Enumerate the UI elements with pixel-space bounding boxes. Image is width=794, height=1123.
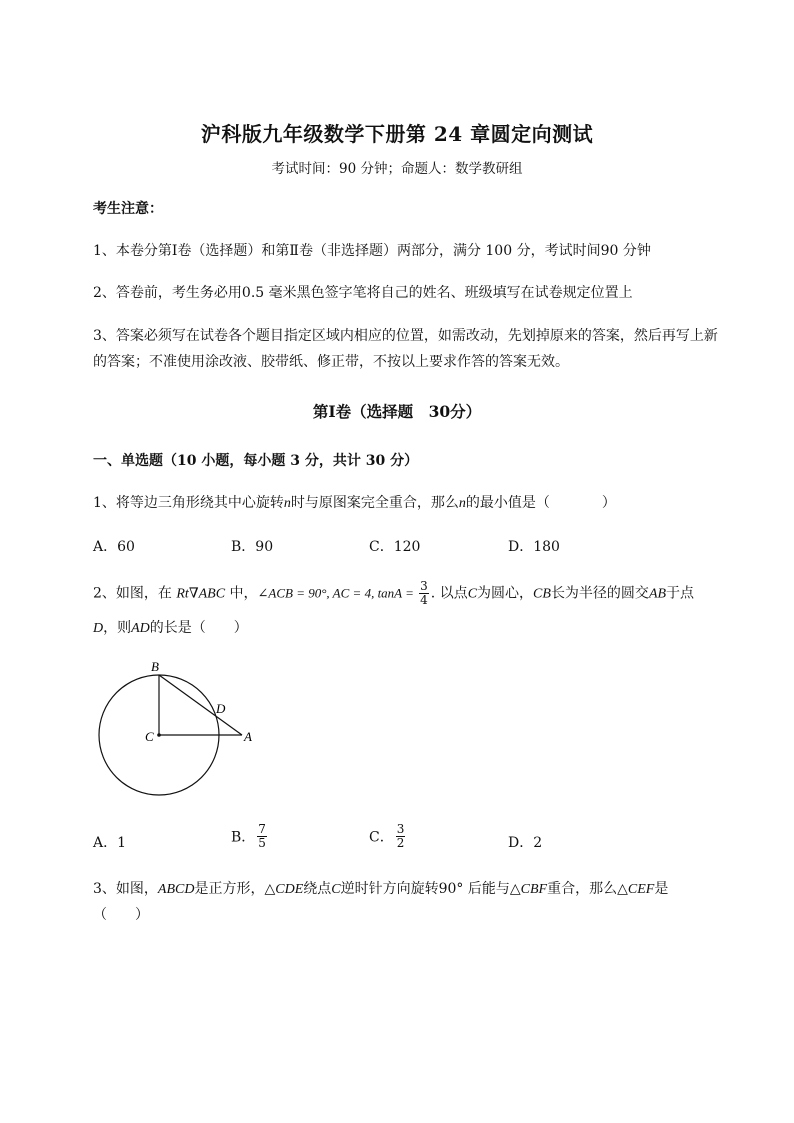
figure-center-dot xyxy=(157,733,161,737)
part-heading: 一、单选题（10 小题，每小题 3 分，共计 30 分） xyxy=(93,453,419,469)
q2-rt: Rt xyxy=(176,586,189,602)
q3-text-d: 逆时针方向旋转90° 后能与△ xyxy=(340,881,521,897)
q2-point-d: D xyxy=(93,621,104,636)
q2-option-c-prefix: C． xyxy=(369,829,394,846)
q2-ad: AD xyxy=(131,621,150,636)
q1-var-n: n xyxy=(283,496,291,511)
q2-cb: CB xyxy=(533,586,551,602)
q3-text-c: 绕点 xyxy=(303,881,332,897)
q2-option-b xyxy=(231,823,269,850)
q2-triangle-symbol: ∇ xyxy=(188,585,199,602)
notice-item-3-cont: 的答案；不准使用涂改液、胶带纸、修正带，不按以上要求作答的答案无效。 xyxy=(93,354,569,370)
q3-text-f: 是 xyxy=(654,881,669,897)
q2-condition: ∠ACB = 90°, AC = 4, tanA = xyxy=(257,585,418,601)
q2-option-a: A．1 xyxy=(93,835,127,851)
figure-label-b: B xyxy=(151,659,159,674)
q2-option-b-fraction xyxy=(257,823,267,850)
q2-text-g: ，则 xyxy=(103,620,132,636)
section-title: 第Ⅰ卷（选择题 30分） xyxy=(312,402,482,421)
q2-ab: AB xyxy=(648,586,667,602)
q1-text-d: ） xyxy=(601,495,616,511)
question-1 xyxy=(93,492,616,515)
q3-point-c: C xyxy=(331,882,341,897)
q2-text-b: 中， xyxy=(225,585,258,602)
q3-text-e: 重合，那么△ xyxy=(547,881,628,897)
q2-text-a: 2、如图，在 xyxy=(93,585,177,602)
page-title: 沪科版九年级数学下册第 24 章圆定向测试 xyxy=(200,122,594,146)
q1-var-n-2: n xyxy=(458,496,466,511)
q3-text-b: 是正方形，△ xyxy=(194,881,276,897)
figure-label-d: D xyxy=(216,701,226,716)
q1-text-b: 时与原图案完全重合，那么 xyxy=(290,495,459,511)
q1-option-a: A．60 xyxy=(93,539,135,555)
question-2-line-1 xyxy=(93,580,694,607)
q2-text-c: . 以点 xyxy=(430,585,468,602)
figure-label-c: C xyxy=(145,729,154,744)
notice-heading: 考生注意： xyxy=(93,201,163,217)
q2-option-c xyxy=(369,823,407,850)
q1-option-b: B．90 xyxy=(231,539,274,555)
q2-text-d: 为圆心， xyxy=(477,585,534,602)
q1-option-d: D．180 xyxy=(508,539,560,555)
figure-label-a: A xyxy=(244,729,252,744)
q3-cde: CDE xyxy=(275,882,304,897)
q2-text-e: 长为半径的圆交 xyxy=(550,585,649,602)
notice-item-1: 1、本卷分第Ⅰ卷（选择题）和第Ⅱ卷（非选择题）两部分，满分 100 分，考试时间90 分钟 xyxy=(93,243,651,259)
q1-text-a: 1、将等边三角形绕其中心旋转 xyxy=(93,495,284,511)
q2-tan-fraction xyxy=(419,580,429,607)
q2-option-b-num: 7 xyxy=(258,822,266,836)
notice-item-2: 2、答卷前，考生务必用0.5 毫米黑色签字笔将自己的姓名、班级填写在试卷规定位置上 xyxy=(93,285,633,301)
q2-text-f: 于点 xyxy=(666,585,695,602)
q2-option-c-fraction xyxy=(396,823,406,850)
q3-cbf: CBF xyxy=(520,882,548,897)
q2-option-c-num: 3 xyxy=(396,822,405,836)
q2-option-b-den: 5 xyxy=(258,836,266,850)
question-2-line-2 xyxy=(93,617,248,640)
q2-option-d: D．2 xyxy=(508,835,543,851)
question-3-line-1 xyxy=(93,878,668,901)
q3-abcd: ABCD xyxy=(157,882,195,897)
q2-option-b-prefix: B． xyxy=(231,829,256,846)
notice-item-3: 3、答案必须写在试卷各个题目指定区域内相应的位置，如需改动，先划掉原来的答案，然后再写上新 xyxy=(93,328,718,344)
q2-text-h: 的长是（ ） xyxy=(149,620,248,636)
q2-point-c: C xyxy=(467,586,478,602)
q2-option-c-den: 2 xyxy=(396,836,405,850)
q2-abc: ABC xyxy=(198,586,226,602)
question-3-line-2: （ ） xyxy=(93,907,149,923)
exam-subtitle: 考试时间：90 分钟；命题人：数学教研组 xyxy=(271,161,523,177)
q2-tan-den: 4 xyxy=(420,593,428,607)
q2-circle-figure xyxy=(90,655,270,800)
q2-tan-num: 3 xyxy=(420,579,428,593)
q3-text-a: 3、如图， xyxy=(93,881,158,897)
q1-option-c: C．120 xyxy=(369,539,421,555)
q3-cef: CEF xyxy=(627,882,655,897)
figure-segment-ba xyxy=(159,675,242,735)
q1-text-c: 的最小值是（ xyxy=(465,495,550,511)
